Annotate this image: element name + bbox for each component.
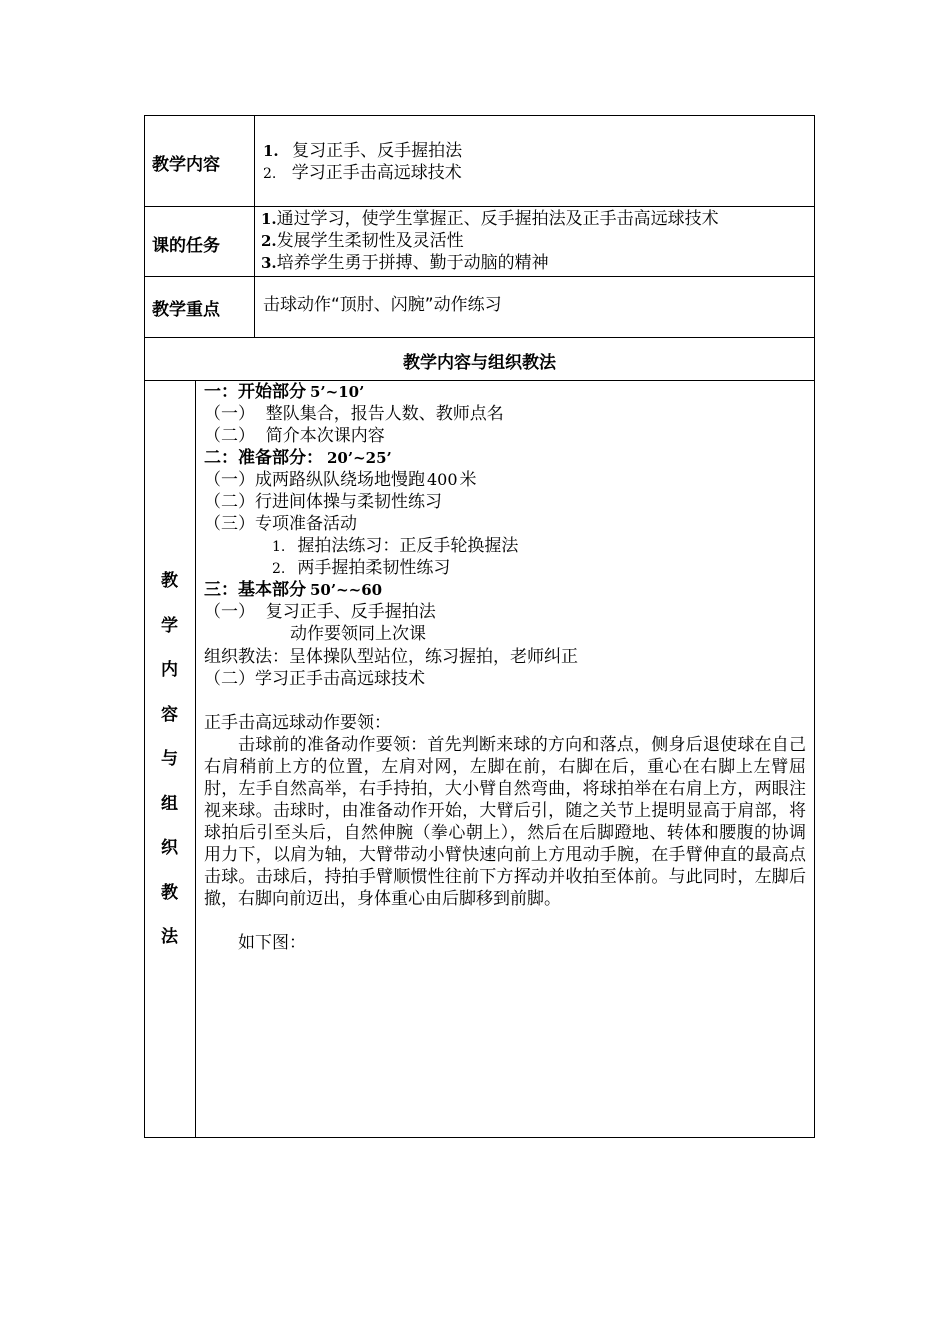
table-border-top [144,115,815,116]
side-label-char-5: 与 [161,749,178,769]
side-label-char-9: 法 [161,927,178,947]
task-item-2 [261,230,464,252]
part3-time: 50’~~60 [310,581,383,599]
part2-sub-2-number: 2. [272,561,286,577]
part3-item-2: （二）学习正手击高远球技术 [204,669,425,689]
side-label-char-4: 容 [161,704,178,725]
table-border-right [814,115,815,1138]
content-item-2-number: 2. [263,166,277,182]
part2-item-3: （三）专项准备活动 [204,514,357,534]
part2-sub-2-text: 两手握拍柔韧性练习 [297,558,451,578]
part1-title: 一：开始部分 [204,382,306,402]
content-item-1-number: 1. [263,142,279,160]
part2-sub-1-text: 握拍法练习：正反手轮换握法 [297,536,519,556]
essentials-title: 正手击高远球动作要领： [204,713,391,733]
side-label-char-2: 学 [161,615,178,636]
side-column-divider [195,380,196,1137]
side-label-char-3: 内 [161,660,178,680]
task-item-2-number: 2. [261,232,277,250]
part2-sub-1-number: 1. [272,539,286,555]
part2-heading [204,447,392,469]
essentials-paragraph: 击球前的准备动作要领：首先判断来球的方向和落点，侧身后退使球在自己右肩稍前上方的位置，左肩对网，左脚在前，右脚在后，重心在右脚上左臂屈肘，左手自然高举，右手持拍，大小臂自然弯曲，将球拍举在右肩上方，两眼注视来球。击球时，由准备动作开始，大臂后引，随之关节上提明显高于肩部，将球拍后引至头后，自然伸腕（拳心朝上），然后在后脚蹬地、转体和腰腹的协调用力下，以肩为轴，大臂带动小臂快速向前上方甩动手腕，在手臂伸直的最高点击球。击球后，持拍手臂顺惯性往前下方挥动并收拍至体前。与此同时，左脚后撤，右脚向前迈出，身体重心由后脚移到前脚。 [204,735,806,909]
part2-sub-2 [272,557,450,580]
part3-item-1: （一） 复习正手、反手握拍法 [204,602,436,622]
part2-item-1-distance: 400 [427,470,458,489]
side-label-char-8: 教 [161,882,178,903]
label-column-divider [254,115,255,337]
content-item-2 [263,162,462,185]
part3-heading [204,579,382,601]
part1-time: 5’~10’ [310,383,365,401]
part2-sub-1 [272,535,518,558]
content-label: 教学内容 [152,155,220,175]
part1-item-2: （二） 简介本次课内容 [204,426,385,446]
organize-method: 组织教法：呈体操队型站位，练习握拍，老师纠正 [204,647,578,667]
side-label-char-1: 教 [161,571,178,591]
task-item-1-text: 通过学习，使学生掌握正、反手握拍法及正手击高远球技术 [276,209,719,229]
part2-item-1-text: （一）成两路纵队绕场地慢跑 [204,470,425,490]
task-item-3 [261,252,549,274]
part2-item-1-unit: 米 [459,470,477,490]
side-label-char-7: 织 [161,838,178,858]
part2-item-1 [204,469,477,491]
row-divider-3 [144,337,815,338]
focus-text: 击球动作“顶肘、闪腕”动作练习 [263,295,502,315]
content-item-2-text: 学习正手击高远球技术 [291,163,462,183]
task-item-3-text: 培养学生勇于拼搏、勤于动脑的精神 [276,253,549,273]
table-border-bottom [144,1137,815,1138]
part1-item-1: （一） 整队集合，报告人数、教师点名 [204,404,504,424]
side-label [144,570,195,971]
section-header: 教学内容与组织教法 [403,353,556,373]
part3-item-1-note: 动作要领同上次课 [290,624,426,644]
content-item-1-text: 复习正手、反手握拍法 [292,141,463,161]
part2-title: 二：准备部分： [204,448,323,468]
task-item-1 [261,208,719,230]
part2-item-2: （二）行进间体操与柔韧性练习 [204,492,442,512]
row-divider-2 [144,276,815,277]
row-divider-1 [144,206,815,207]
task-item-1-number: 1. [261,210,277,228]
side-label-char-6: 组 [161,793,178,814]
part3-title: 三：基本部分 [204,580,306,600]
see-below: 如下图： [238,933,306,953]
task-label: 课的任务 [152,236,220,256]
part2-time: 20’~25’ [327,449,392,467]
task-item-2-text: 发展学生柔韧性及灵活性 [276,231,464,251]
content-item-1 [263,140,462,162]
part1-heading [204,381,364,403]
task-item-3-number: 3. [261,254,277,272]
focus-label: 教学重点 [152,300,220,320]
